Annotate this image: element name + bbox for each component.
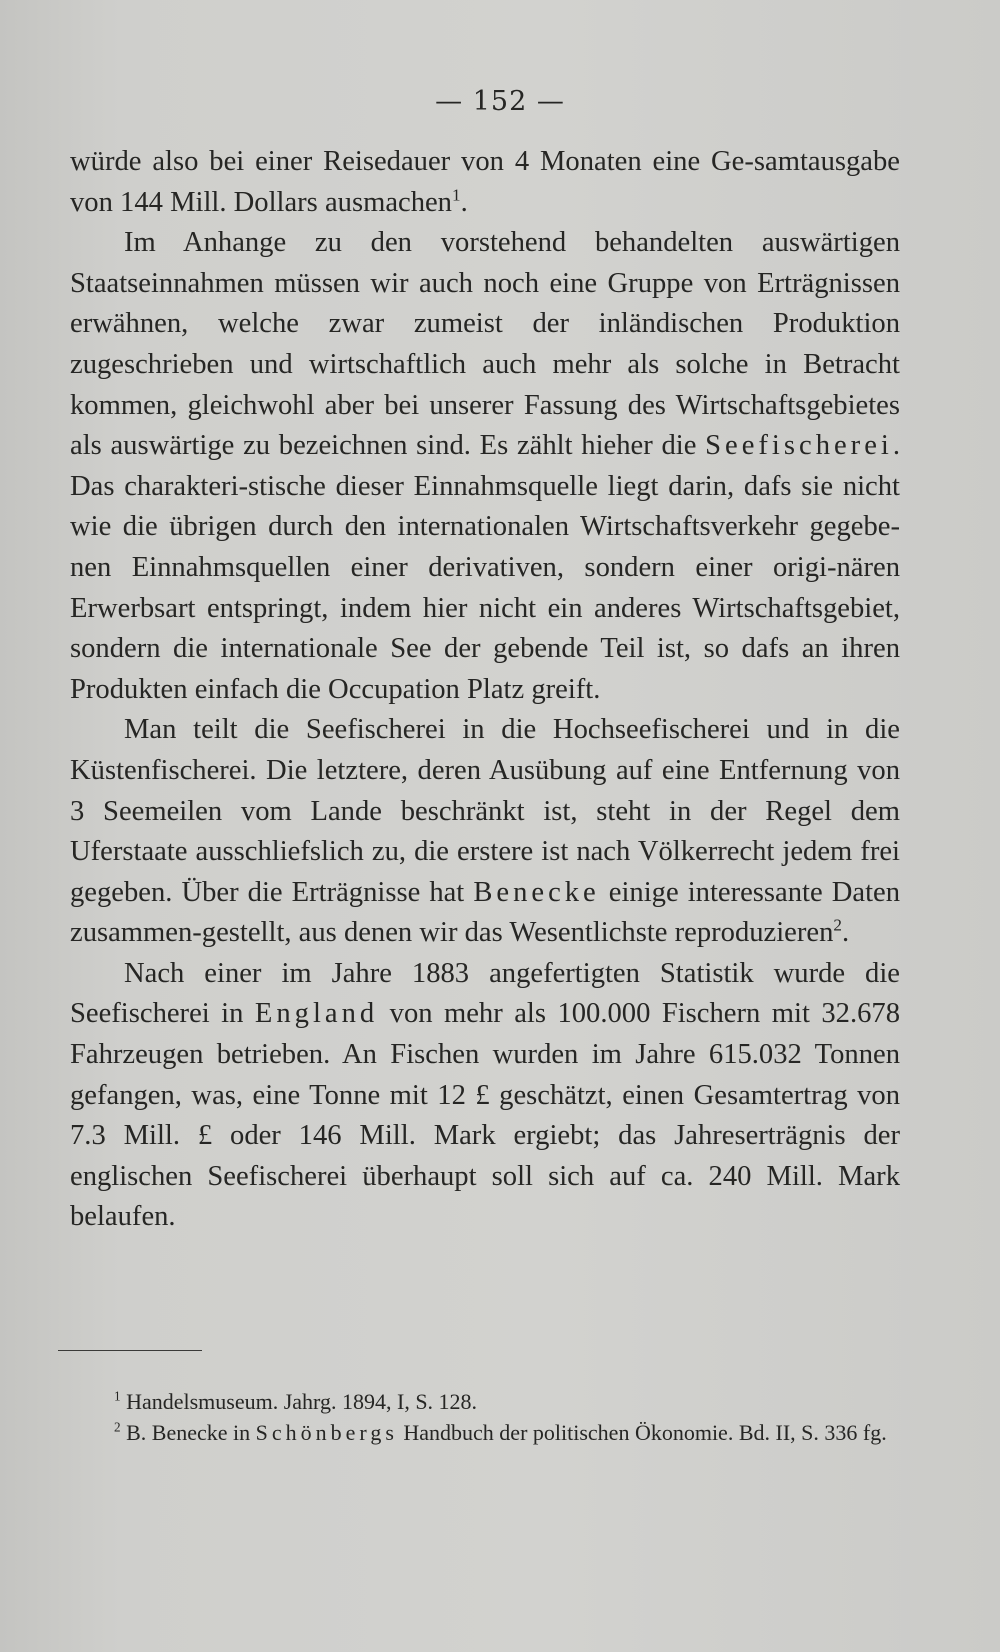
page-number: — 152 — bbox=[435, 86, 565, 117]
paragraph-1: würde also bei einer Reisedauer von 4 Monaten eine Ge-samtausgabe von 144 Mill. Dollars ausmachen$^1$. bbox=[70, 146, 900, 218]
footnote-ref: 2 bbox=[833, 915, 842, 935]
footnote-1: $^1$ Handelsmuseum. Jahrg. 1894, I, S. 128. bbox=[114, 1388, 478, 1414]
footnote-divider bbox=[58, 1350, 202, 1351]
footnote-ref: 1 bbox=[451, 185, 461, 205]
footnotes bbox=[56, 1386, 890, 1448]
paragraph-4: Nach einer im Jahre 1883 angefertigten Statistik wurde die Seefischerei in England von mehr als 100.000 Fischern mit 32.678 Fahrzeugen betrieben. An Fischen wurden im Jahre 615.032 Tonnen gefangen, was, eine Tonne mit 12 £ geschätzt, einen Gesamtertrag von 7.3 Mill. £ oder 146 Mill. Mark ergiebt; das Jahreserträgnis der englischen Seefischerei überhaupt soll sich auf ca. 240 Mill. Mark belaufen. bbox=[70, 957, 900, 1233]
body-text bbox=[70, 142, 900, 1238]
paragraph-3: Man teilt die Seefischerei in die Hochseefischerei und in die Küstenfischerei. Die letztere, deren Ausübung auf eine Entfernung von 3 Seemeilen vom Lande beschränkt ist, steht in der Regel dem Uferstaate ausschliefslich zu, die erstere ist nach Völkerrecht jedem frei gegeben. Über die Erträgnisse hat Benecke einige interessante Daten zusammen-gestellt, aus denen wir das Wesentlichste reproduzieren$^2$. bbox=[70, 714, 900, 949]
footnote-2: $^2$ B. Benecke in Schönbergs Handbuch der politischen Ökonomie. Bd. II, S. 336 fg. bbox=[114, 1419, 887, 1445]
paragraph-2: Im Anhange zu den vorstehend behandelten auswärtigen Staatseinnahmen müssen wir auch noch eine Gruppe von Erträgnissen erwähnen, welche zwar zumeist der inländischen Produktion zugeschrieben und wirtschaftlich auch mehr als solche in Betracht kommen, gleichwohl aber bei unserer Fassung des Wirtschaftsgebietes als auswärtige zu bezeichnen sind. Es zählt hieher die Seefischerei. Das charakteri-stische dieser Einnahmsquelle liegt darin, dafs sie nicht wie die übrigen durch den internationalen Wirtschaftsverkehr gegebe-nen Einnahmsquellen einer derivativen, sondern einer origi-nären Erwerbsart entspringt, indem hier nicht ein anderes Wirtschaftsgebiet, sondern die internationale See der gebende Teil ist, so dafs an ihren Produkten einfach die Occupation Platz greift. bbox=[70, 227, 900, 705]
emphasis-schoenbergs: Schönbergs bbox=[255, 1420, 398, 1445]
emphasis-seefischerei: Seefischerei bbox=[705, 430, 893, 462]
emphasis-benecke: Benecke bbox=[473, 876, 600, 908]
emphasis-england: England bbox=[254, 998, 379, 1030]
